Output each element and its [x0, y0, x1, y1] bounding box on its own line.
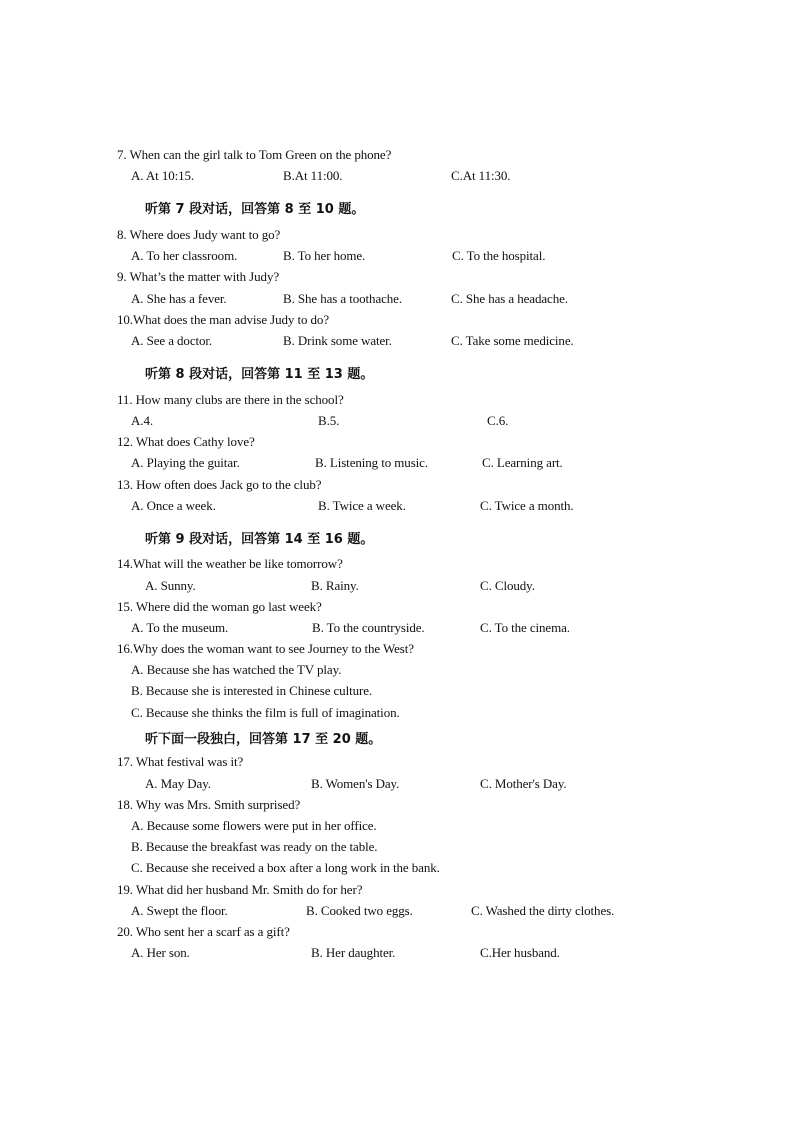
q20-option-b: B. Her daughter.: [311, 945, 396, 960]
section-heading-14-16: 听第 9 段对话，回答第 14 至 16 题。: [145, 532, 374, 547]
q12-option-a: A. Playing the guitar.: [131, 455, 240, 470]
q13-option-c: C. Twice a month.: [480, 498, 574, 513]
section-heading-17-20: 听下面一段独白，回答第 17 至 20 题。: [145, 732, 382, 747]
q14-option-b: B. Rainy.: [311, 578, 359, 593]
q11-option-c: C.6.: [487, 413, 509, 428]
q15-option-c: C. To the cinema.: [480, 620, 570, 635]
section-heading-8-10: 听第 7 段对话，回答第 8 至 10 题。: [145, 202, 365, 217]
q9-option-b: B. She has a toothache.: [283, 291, 403, 306]
question-17: 17. What festival was it?: [117, 754, 244, 769]
question-9: 9. What’s the matter with Judy?: [117, 269, 280, 284]
q18-option-b: B. Because the breakfast was ready on the table.: [131, 839, 378, 854]
q12-option-c: C. Learning art.: [482, 455, 563, 470]
q18-option-c: C. Because she received a box after a long work in the bank.: [131, 860, 440, 875]
q13-option-b: B. Twice a week.: [318, 498, 406, 513]
q9-option-c: C. She has a headache.: [451, 291, 568, 306]
q17-option-c: C. Mother's Day.: [480, 776, 567, 791]
q16-option-a: A. Because she has watched the TV play.: [131, 662, 342, 677]
q12-option-b: B. Listening to music.: [315, 455, 428, 470]
question-19: 19. What did her husband Mr. Smith do for her?: [117, 882, 363, 897]
q13-option-a: A. Once a week.: [131, 498, 216, 513]
q11-option-b: B.5.: [318, 413, 340, 428]
q7-option-c: C.At 11:30.: [451, 168, 511, 183]
q9-option-a: A. She has a fever.: [131, 291, 227, 306]
q10-option-c: C. Take some medicine.: [451, 333, 574, 348]
q10-option-b: B. Drink some water.: [283, 333, 392, 348]
question-12: 12. What does Cathy love?: [117, 434, 255, 449]
q11-option-a: A.4.: [131, 413, 153, 428]
question-7: 7. When can the girl talk to Tom Green on the phone?: [117, 147, 392, 162]
q19-option-a: A. Swept the floor.: [131, 903, 228, 918]
question-16: 16.Why does the woman want to see Journey to the West?: [117, 641, 414, 656]
q10-option-a: A. See a doctor.: [131, 333, 213, 348]
q15-option-a: A. To the museum.: [131, 620, 229, 635]
q19-option-c: C. Washed the dirty clothes.: [471, 903, 615, 918]
q14-option-c: C. Cloudy.: [480, 578, 535, 593]
q8-option-b: B. To her home.: [283, 248, 366, 263]
question-14: 14.What will the weather be like tomorrow?: [117, 556, 343, 571]
q20-option-a: A. Her son.: [131, 945, 190, 960]
question-13: 13. How often does Jack go to the club?: [117, 477, 322, 492]
q18-option-a: A. Because some flowers were put in her office.: [131, 818, 377, 833]
q8-option-c: C. To the hospital.: [452, 248, 546, 263]
q7-option-a: A. At 10:15.: [131, 168, 195, 183]
question-11: 11. How many clubs are there in the school?: [117, 392, 344, 407]
q16-option-b: B. Because she is interested in Chinese culture.: [131, 683, 373, 698]
q14-option-a: A. Sunny.: [145, 578, 196, 593]
q8-option-a: A. To her classroom.: [131, 248, 238, 263]
q7-option-b: B.At 11:00.: [283, 168, 343, 183]
section-heading-11-13: 听第 8 段对话，回答第 11 至 13 题。: [145, 367, 374, 382]
question-8: 8. Where does Judy want to go?: [117, 227, 281, 242]
q17-option-a: A. May Day.: [145, 776, 211, 791]
q19-option-b: B. Cooked two eggs.: [306, 903, 413, 918]
q17-option-b: B. Women's Day.: [311, 776, 400, 791]
q20-option-c: C.Her husband.: [480, 945, 560, 960]
q16-option-c: C. Because she thinks the film is full of imagination.: [131, 705, 400, 720]
q15-option-b: B. To the countryside.: [312, 620, 425, 635]
question-18: 18. Why was Mrs. Smith surprised?: [117, 797, 301, 812]
question-20: 20. Who sent her a scarf as a gift?: [117, 924, 290, 939]
question-10: 10.What does the man advise Judy to do?: [117, 312, 329, 327]
question-15: 15. Where did the woman go last week?: [117, 599, 322, 614]
